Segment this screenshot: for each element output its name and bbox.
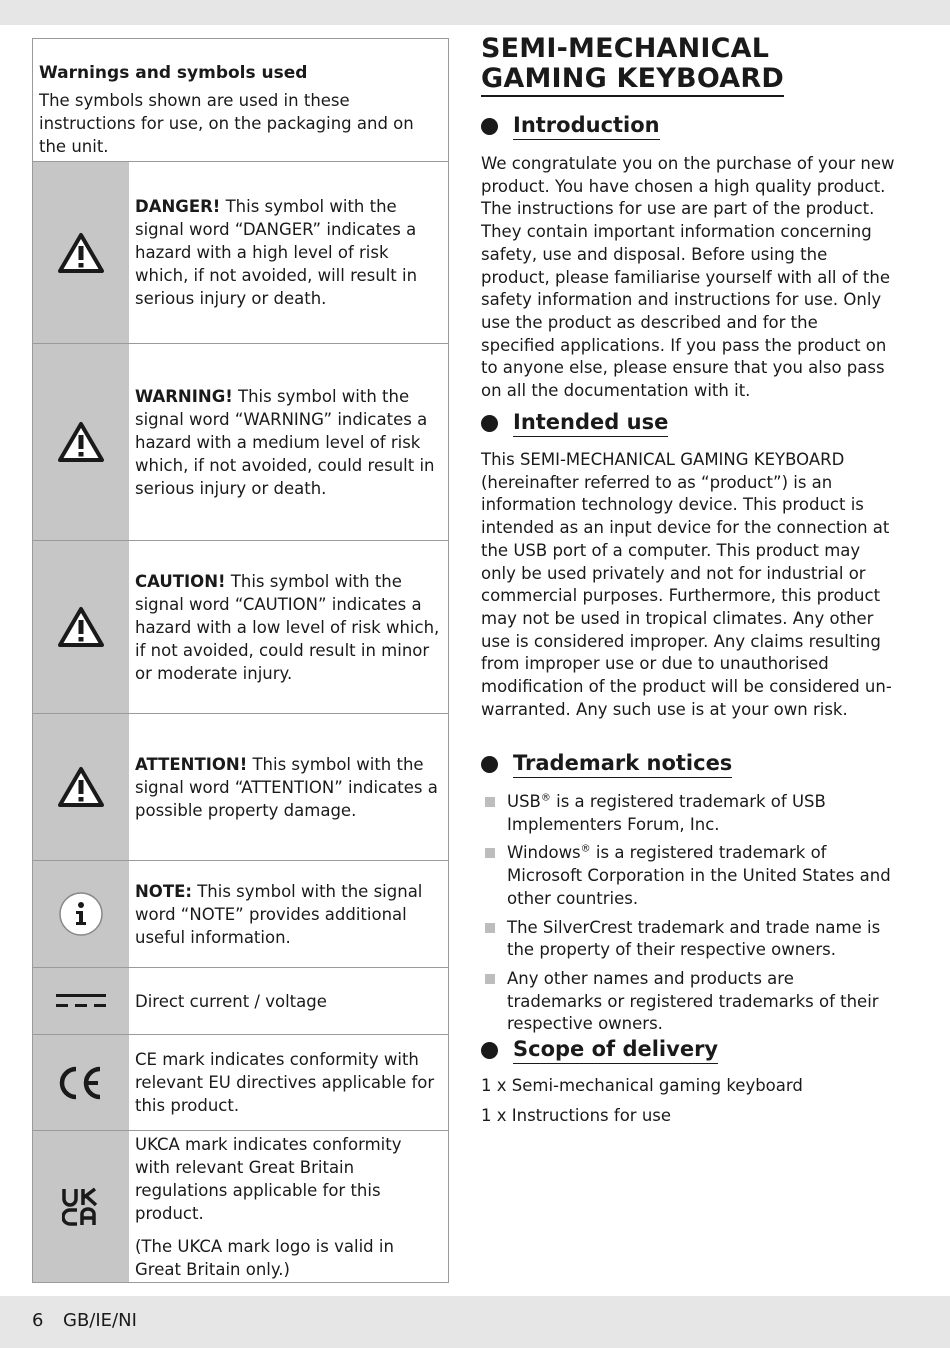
square-bullet-icon (485, 848, 495, 858)
bullet-icon (481, 118, 498, 135)
symbol-description: UKCA mark indicates conformity with relevant Great Britain regulations applicable for this product. (135, 1134, 402, 1223)
table-intro: The symbols shown are used in these instructions for use, on the packaging and on the unit. (39, 91, 414, 156)
list-item: The SilverCrest trademark and trade name is the property of their respective owners. (483, 917, 893, 962)
direct-current-icon (56, 991, 106, 1011)
section-title: Intended use (513, 410, 668, 437)
top-band (0, 0, 950, 25)
symbol-description (135, 880, 440, 949)
symbol-row-direct-current (33, 968, 448, 1035)
symbol-row-danger (33, 162, 448, 344)
section-heading-introduction (481, 113, 660, 140)
square-bullet-icon (485, 797, 495, 807)
warnings-symbols-table (32, 38, 449, 1283)
section-heading-scope (481, 1037, 718, 1064)
symbol-text: This symbol with the signal word “NOTE” provides additional useful information. (135, 881, 423, 947)
symbol-text: This symbol with the signal word “DANGER” indicates a hazard with a high level of risk which, if not avoided, will result in serious injury or death. (135, 197, 418, 308)
symbol-text: This symbol with the signal word “CAUTION” indicates a hazard with a low level of risk which, if not avoided, could result in minor or moderate injury. (135, 571, 440, 683)
table-header (33, 39, 448, 162)
footer-band (0, 1296, 950, 1348)
trademark-list (483, 791, 893, 1042)
symbol-row-caution (33, 541, 448, 714)
warning-triangle-icon (57, 421, 105, 463)
bullet-icon (481, 415, 498, 432)
warning-triangle-icon (57, 766, 105, 808)
ukca-mark-icon (62, 1187, 100, 1227)
section-title: Introduction (513, 113, 660, 140)
section-title: Scope of delivery (513, 1037, 718, 1064)
signal-word: WARNING! (135, 386, 233, 406)
symbol-description: Direct current / voltage (135, 991, 327, 1011)
symbol-description (135, 753, 440, 822)
list-item: 1 x Instructions for use (481, 1105, 672, 1125)
region-code: GB/IE/NI (63, 1310, 137, 1331)
signal-word: CAUTION! (135, 571, 226, 591)
list-item: Windows® is a registered trademark of Microsoft Corporation in the United States and other countries. (483, 842, 893, 910)
list-item: 1 x Semi-mechanical gaming keyboard (481, 1076, 803, 1095)
square-bullet-icon (485, 974, 495, 984)
scope-list (481, 1075, 896, 1134)
symbol-text: This symbol with the signal word “ATTENTION” indicates a possible property damage. (135, 754, 438, 820)
symbol-row-attention (33, 714, 448, 861)
symbol-row-warning (33, 344, 448, 541)
symbol-description (135, 385, 440, 500)
signal-word: NOTE: (135, 881, 192, 901)
symbol-description (135, 570, 440, 685)
square-bullet-icon (485, 923, 495, 933)
symbol-description: CE mark indicates conformity with relevant EU directives applicable for this product. (135, 1050, 435, 1115)
symbol-description (135, 195, 440, 310)
list-item: Any other names and products are trademarks or registered trademarks of their respective owners. (483, 968, 893, 1036)
page-number: 6 (32, 1310, 44, 1331)
section-title: Trademark notices (513, 751, 732, 778)
signal-word: ATTENTION! (135, 754, 248, 774)
symbol-row-ukca (33, 1131, 448, 1282)
section-heading-trademark (481, 751, 732, 778)
title-line-1: SEMI-MECHANICAL (481, 33, 770, 64)
title-line-2: GAMING KEYBOARD (481, 63, 784, 94)
intended-use-text: This SEMI-MECHANICAL GAMING KEYBOARD (hereinafter referred to as “product”) is an information technology device. This product is intended as an input device for the connection at the USB port of a computer. This product may only be used privately and not for industrial or commercial purposes. Furthermore, this product may not be used in tropical climates. Any other use is considered improper. Any claims resulting from improper use or due to unauthorised modification of the product will be considered un-warranted. Any such use is at your own risk. (481, 450, 892, 719)
symbol-row-note (33, 861, 448, 968)
symbol-text: This symbol with the signal word “WARNING” indicates a hazard with a medium level of risk which, if not avoided, could result in serious injury or death. (135, 386, 435, 498)
symbol-row-ce (33, 1035, 448, 1131)
document-title (481, 34, 901, 97)
bullet-icon (481, 1042, 498, 1059)
warning-triangle-icon (57, 606, 105, 648)
symbol-note: (The UKCA mark logo is valid in Great Britain only.) (135, 1236, 394, 1279)
warning-triangle-icon (57, 232, 105, 274)
ce-mark-icon (56, 1065, 106, 1101)
list-item: USB® is a registered trademark of USB Implementers Forum, Inc. (483, 791, 893, 836)
introduction-text: We congratulate you on the purchase of your new product. You have chosen a high quality product. The instructions for use are part of the product. They contain important information concerning safety, use and disposal. Before using the product, please familiarise yourself with all of the safety information and instructions for use. Only use the product as described and for the specified applications. If you pass the product on to anyone else, please ensure that you also pass on all the documentation with it. (481, 154, 895, 401)
signal-word: DANGER! (135, 197, 221, 216)
table-heading: Warnings and symbols used (39, 63, 308, 83)
section-heading-intended-use (481, 410, 668, 437)
info-icon (58, 891, 104, 937)
bullet-icon (481, 756, 498, 773)
